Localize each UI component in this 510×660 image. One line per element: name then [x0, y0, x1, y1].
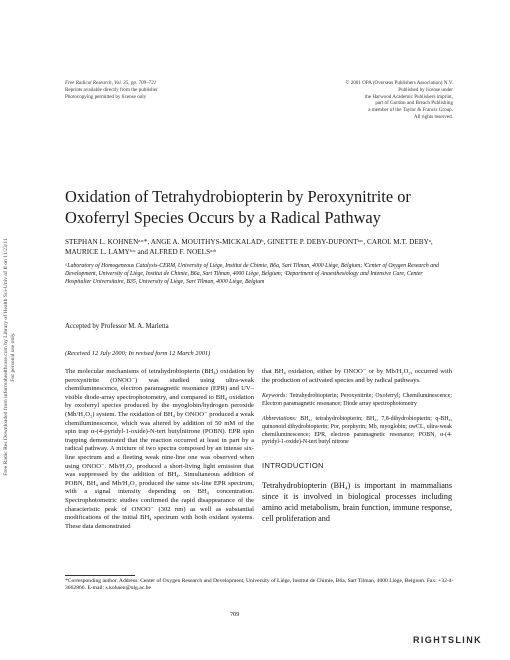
publisher-line: part of Gordon and Breach Publishing [375, 100, 453, 107]
abbreviations [262, 416, 452, 446]
article-title: Oxidation of Tetrahydrobiopterin by Peroxynitrite or Oxoferryl Species Occurs by a Radical Pathway [65, 187, 411, 227]
journal-header [65, 80, 245, 100]
license-line: Published by license under [398, 86, 453, 93]
introduction-heading: INTRODUCTION [262, 460, 324, 470]
watermark-line-1: Free Radic Res Downloaded from informahealthcare.com by Library of Health Sci-Univ of Il on 11/23/11 [3, 238, 9, 476]
reprint-note: Reprints available directly from the publisher [65, 86, 158, 93]
photocopy-note: Photocopying permitted by license only [65, 93, 147, 100]
abstract-column [65, 368, 254, 531]
watermark-line-2: For personal use only. [10, 332, 16, 382]
journal-citation: Free Radical Research, Vol. 35, pp. 709–721 [65, 80, 157, 86]
download-watermark [0, 150, 22, 570]
accepted-by: Accepted by Professor M. A. Marletta [65, 323, 169, 330]
group-line: a member of the Taylor & Francis Group. [368, 107, 453, 114]
keywords [262, 393, 452, 408]
keywords-label: Keywords: [262, 393, 288, 400]
abstract-text: The molecular mechanisms of tetrahydrobiopterin (BH₄) oxidation by peroxynitrite (ONOO⁻) was studied using ultra-weak chemiluminescence, electron paramagnetic resonance (EPR) and UV–visible diode-array spectrophotometry, and compared to BH₄ oxidation by oxoferryl species produced by the myoglobin/hydrogen peroxide (Mb/H₂O₂) system. The oxidation of BH₄ by ONOO⁻ produced a weak chemiluminescence, which was altered by addition of 50 mM of the spin trap α-(4-pyridyl-1-oxide)-N-tert butylnitrone (POBN). EPR spin trapping demonstrated that the reaction occurred at least in part by a radical pathway. A mixture of two spectra composed by an intense six-line spectrum and a fleeting weak nine-line one was observed when using ONOO⁻. Mb/H₂O₂ produced a short-living light emission that was suppressed by the addition of BH₄. Simultaneous addition of POBN, BH₄ and Mb/H₂O₂ produced the same six-line EPR spectrum, with a signal intensity depending on BH₄ concentration. Spectrophotometric studies confirmed the rapid disappearance of the characteristic peak of ONOO⁻ (302 nm) as well as substantial modifications of the initial BH₄ spectrum with both oxidant systems. These data demonstrated [65, 368, 254, 530]
received-dates: (Received 12 July 2000; In revised form 12 March 2001) [65, 350, 211, 357]
keywords-text: Tetrahydrobiopterin; Peroxynitrite; Oxoferryl; Chemiluminescence; Electron paramagnetic resonance; Diode array spectrophotometry [262, 393, 452, 407]
abbreviations-text: BH₄, tetrahydrobiopterin; BH₂, 7,8-dihydrobiopterin; q-BH₂, quinonoid dihydrobiopterin; Por, porphyrin; Mb, myoglobin; uwCL, ultra-weak chemiluminescence; EPR, electron paramagnetic resonance; POBN, α-(4-pyridyl-1-oxide)-N-tert butyl nitrone [262, 416, 452, 446]
imprint-line: the Harwood Academic Publishers imprint, [364, 93, 453, 100]
page-number: 709 [230, 611, 240, 618]
copyright-header [263, 80, 453, 121]
affiliations: ᵃLaboratory of Homogeneous Catalysis-CERM, University of Liège, Institut de Chimie, B6a, Sart Tilman, 4000 Liège, Belgium; ᵇCenter of Oxygen Research and Development, University of Liège, Institut de Chimie, B6a, Sart Tilman, 4000 Liège, Belgium; ᶜDepartment of Anaesthesiology and Intensive Care, Center Hospitalier Universitaire, B35, University of Liège, Sart Tilman, 4000 Liège, Belgium [65, 263, 439, 285]
right-column [262, 368, 452, 524]
rightslink-logo: RIGHTSLINK [413, 635, 482, 645]
footnote-rule [65, 575, 135, 576]
rights-line: All rights reserved. [413, 113, 453, 120]
corresponding-footnote: *Corresponding author. Address: Center of Oxygen Research and Development, University of Liège, Institut de Chimie, B6a, Sart Tilman, 4000 Liège, Belgium. Fax: +32-4-3662866. E-mail: s.kohnen@ulg.ac.be [65, 578, 454, 592]
copyright-line: © 2001 OPA (Overseas Publishers Association) N.V. [345, 80, 453, 86]
abbreviations-label: Abbreviations: [262, 416, 297, 423]
introduction-text: Tetrahydrobiopterin (BH₄) is important in mammalians since it is involved in biological processes including amino acid metabolism, brain function, immune response, cell proliferation and [262, 481, 452, 524]
abstract-continued: that BH₄ oxidation, either by ONOO⁻ or by Mb/H₂O₂, occurred with the production of activated species and by radical pathways. [262, 368, 452, 384]
author-list: STEPHAN L. KOHNENᵃʴᶜ*, ANGE A. MOUITHYS-MICKALADᵇ, GINETTE P. DEBY-DUPONTᵇʴᶜ, CAROL M.T. DEBYᵃ, MAURICE L. LAMYᵇʴᶜ and ALFRED F. NOELSᵃʴᵇ [65, 238, 433, 256]
